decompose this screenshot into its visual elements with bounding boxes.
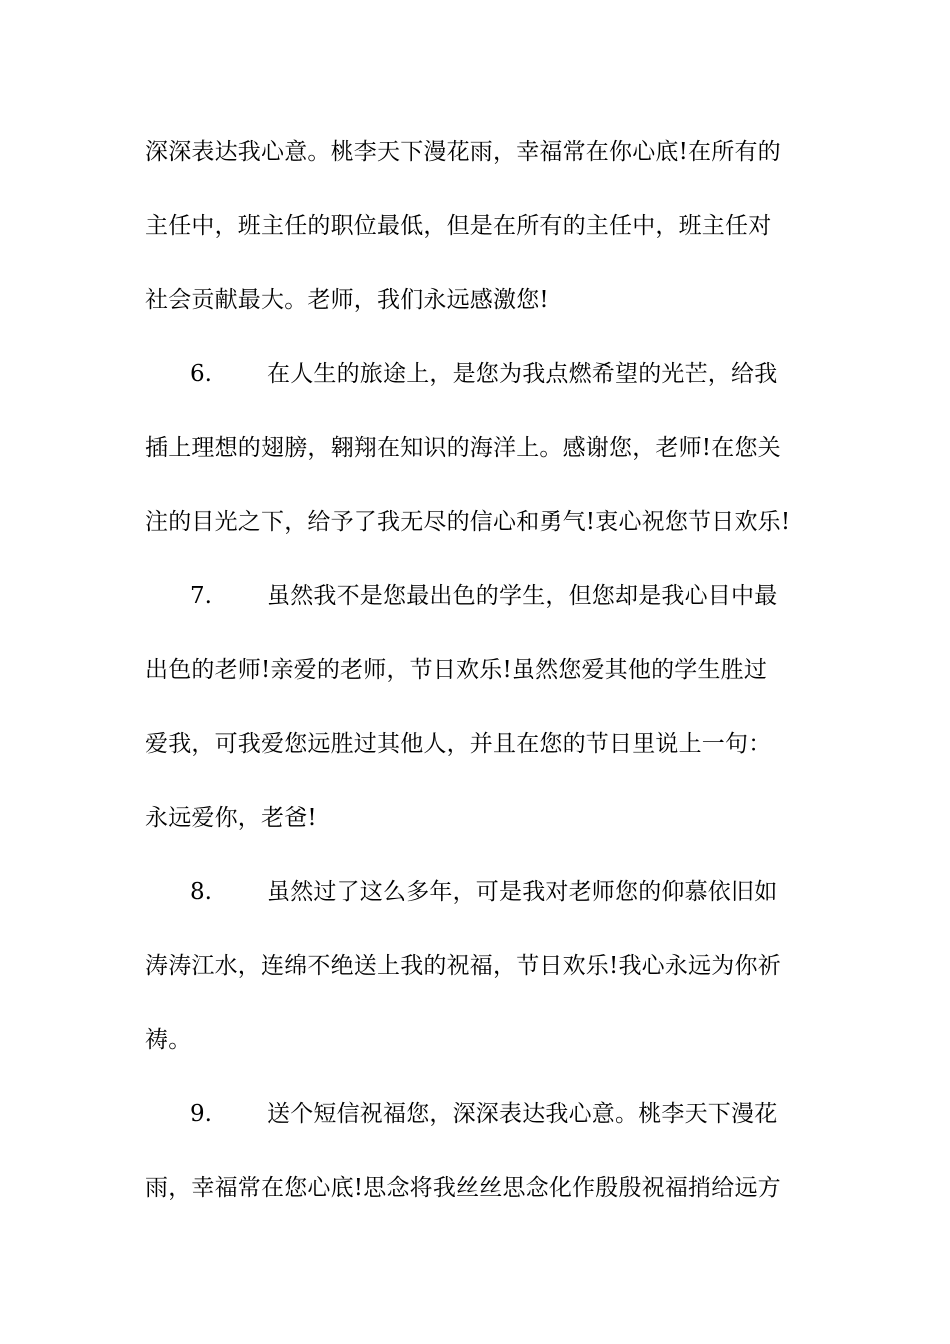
item-number: 9. bbox=[190, 1101, 212, 1127]
text-line: 注的目光之下，给予了我无尽的信心和勇气!衷心祝您节日欢乐! bbox=[145, 509, 791, 535]
item-first-line: 在人生的旅途上，是您为我点燃希望的光芒，给我 bbox=[267, 361, 778, 387]
item-number: 6. bbox=[190, 361, 212, 387]
item-number: 8. bbox=[190, 879, 212, 905]
item-first-line: 虽然我不是您最出色的学生，但您却是我心目中最 bbox=[267, 583, 778, 609]
text-line: 爱我，可我爱您远胜过其他人，并且在您的节日里说上一句： bbox=[145, 731, 772, 757]
item-number: 7. bbox=[190, 583, 212, 609]
text-line: 出色的老师!亲爱的老师，节日欢乐!虽然您爱其他的学生胜过 bbox=[145, 657, 768, 683]
text-line: 主任中，班主任的职位最低，但是在所有的主任中，班主任对 bbox=[145, 213, 772, 239]
text-line: 永远爱你，老爸! bbox=[145, 805, 317, 831]
item-first-line: 虽然过了这么多年，可是我对老师您的仰慕依旧如 bbox=[267, 879, 778, 905]
text-line: 插上理想的翅膀，翱翔在知识的海洋上。感谢您，老师!在您关 bbox=[145, 435, 781, 461]
text-line: 涛涛江水，连绵不绝送上我的祝福，节日欢乐!我心永远为你祈 bbox=[145, 953, 781, 979]
text-line: 社会贡献最大。老师，我们永远感激您! bbox=[145, 287, 549, 313]
item-first-line: 送个短信祝福您，深深表达我心意。桃李天下漫花 bbox=[267, 1101, 778, 1127]
text-line: 雨，幸福常在您心底!思念将我丝丝思念化作殷殷祝福捎给远方 bbox=[145, 1175, 781, 1201]
text-line: 祷。 bbox=[145, 1027, 192, 1053]
text-line: 深深表达我心意。桃李天下漫花雨，幸福常在你心底!在所有的 bbox=[145, 139, 781, 165]
